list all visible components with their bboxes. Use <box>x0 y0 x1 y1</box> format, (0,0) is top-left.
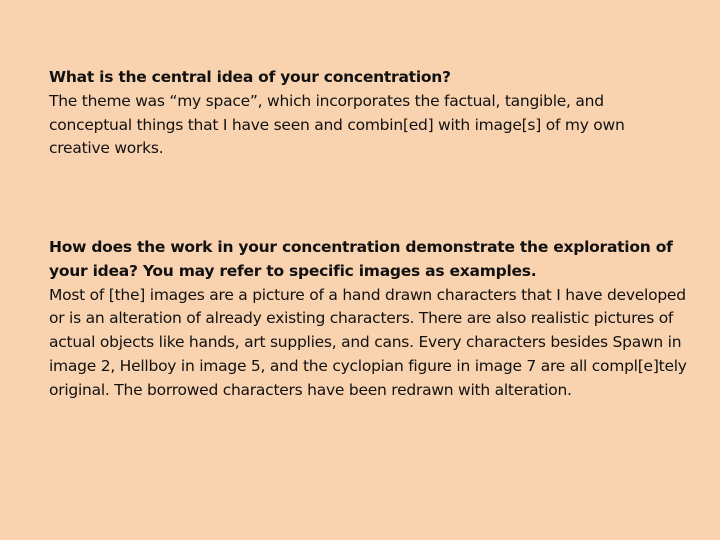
question-heading: What is the central idea of your concentration? <box>49 68 451 86</box>
qa-block-central-idea <box>49 66 689 161</box>
question-heading: How does the work in your concentration demonstrate the exploration of your idea? You may refer to specific images as examples. <box>49 238 673 280</box>
answer-text: The theme was “my space”, which incorporates the factual, tangible, and conceptual things that I have seen and combin[ed] with image[s] of my own creative works. <box>49 91 625 158</box>
answer-text: Most of [the] images are a picture of a hand drawn characters that I have developed or is an alteration of already existing characters. There are also realistic pictures of actual objects like hands, art supplies, and cans. Every characters besides Spawn in image 2, Hellboy in image 5, and the cyclopian figure in image 7 are all compl[e]tely original. The borrowed characters have been redrawn with alteration. <box>49 285 687 399</box>
qa-block-exploration <box>49 236 689 403</box>
